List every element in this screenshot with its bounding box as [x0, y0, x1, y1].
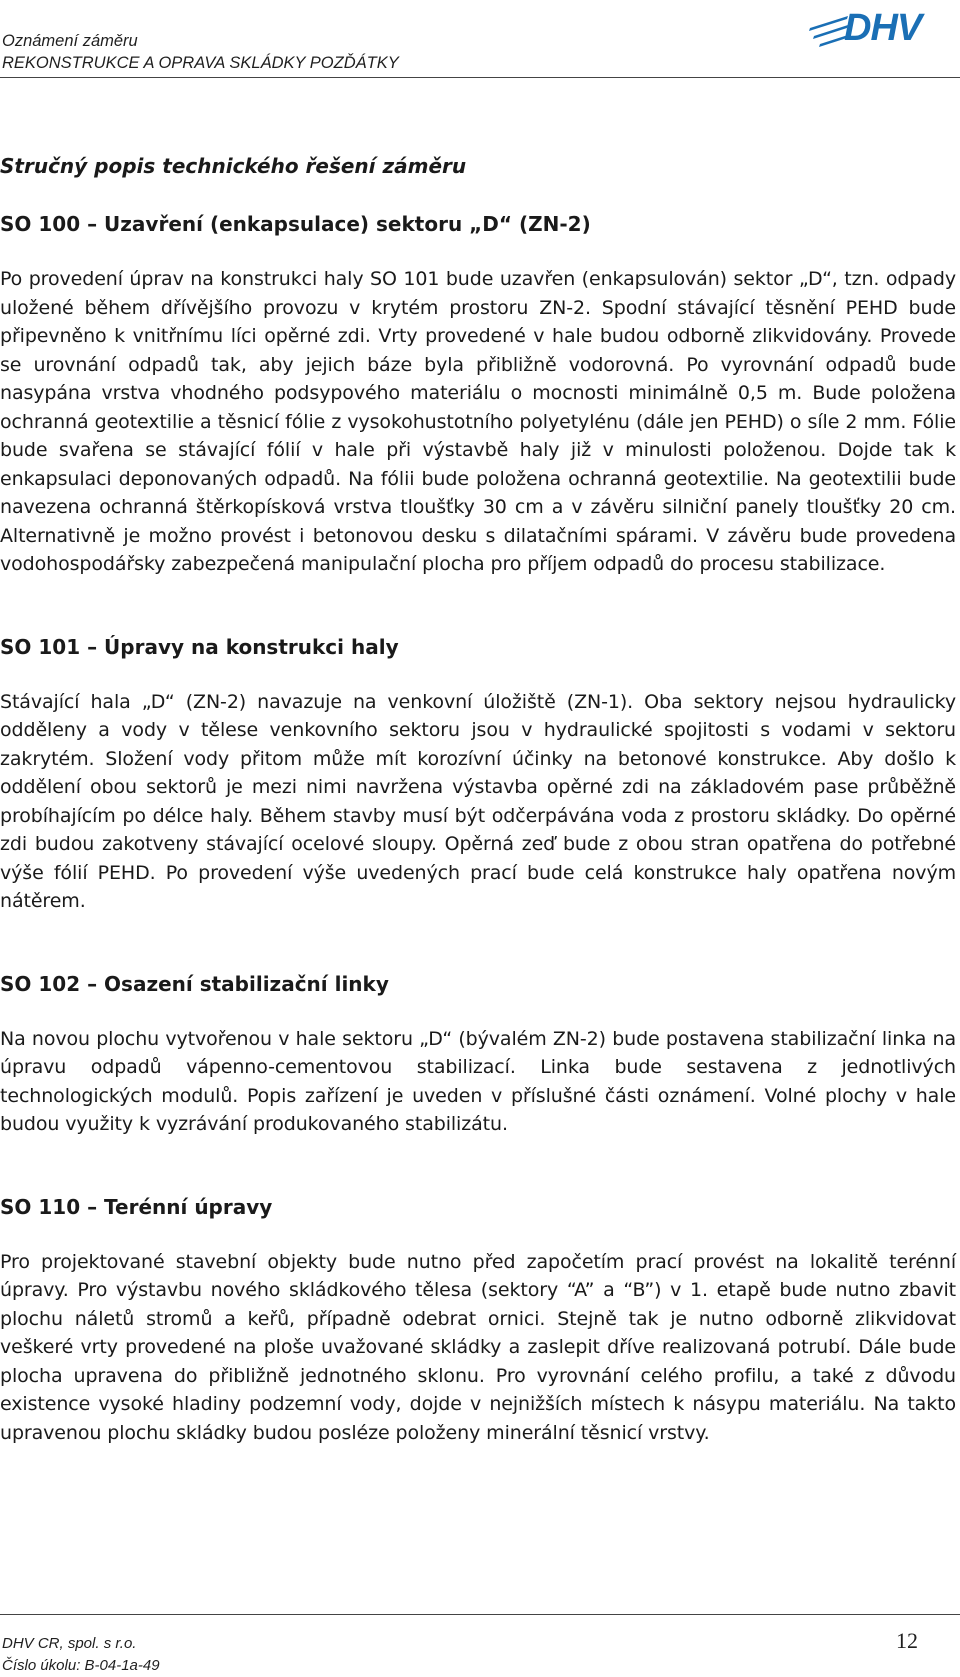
- footer-task-number: Číslo úkolu: B-04-1a-49: [2, 1657, 160, 1674]
- section-paragraph: Stávající hala „D“ (ZN-2) navazuje na venkovní úložiště (ZN-1). Oba sektory nejsou hydraulicky odděleny a vody v tělese venkovního sektoru jsou v hydraulické spojitosti s vodami v sektoru zakrytém. Složení vody přitom může mít korozívní účinky na betonové konstrukce. Aby došlo k oddělení obou sektorů je mezi nimi navržena výstavba opěrné zdi na základovém pase průběžně probíhajícím po délce haly. Během stavby musí být odčerpávána voda z prostoru skládky. Do opěrné zdi budou zakotveny stávající ocelové sloupy. Opěrná zeď bude z obou stran opatřena do potřebné výše fólií PEHD. Po provedení výše uvedených prací bude celá konstrukce haly opatřena novým nátěrem.: [0, 690, 956, 912]
- section-so-101: [0, 633, 956, 916]
- section-so-100: [0, 210, 956, 579]
- section-paragraph: Po provedení úprav na konstrukci haly SO 101 bude uzavřen (enkapsulován) sektor „D“, tzn. odpady uložené během dřívějšího provozu v krytém prostoru ZN-2. Spodní stávající těsnění PEHD bude připevněno k vnitřnímu líci opěrné zdi. Vrty provedené v hale budou odborně zlikvidovány. Provede se urovnání odpadů tak, aby jejich báze byla přibližně vodorovná. Po vyrovnání odpadů bude nasypána vrstva vhodného podsypového materiálu o mocnosti minimálně 0,5 m. Bude položena ochranná geotextilie a těsnicí fólie z vysokohustotního polyetylénu (dále jen PEHD) o síle 2 mm. Fólie bude svařena se stávající fólií v hale při výstavbě haly již v minulosti položenou. Dojde tak k enkapsulaci deponovaných odpadů. Na fólii bude položena ochranná geotextilie. Na geotextilii bude navezena ochranná štěrkopísková vrstva tloušťky 30 cm a v závěru silniční panely tloušťky 20 cm. Alternativně je možno provést i betonovou desku s dilatačními spárami. V závěru bude provedena vodohospodářsky zabezpečená manipulační plocha pro příjem odpadů do procesu stabilizace.: [0, 268, 956, 575]
- footer-text: [2, 1633, 160, 1677]
- footer-divider: [0, 1614, 960, 1615]
- document-body: [0, 152, 956, 1447]
- header-project-name: REKONSTRUKCE A OPRAVA SKLÁDKY POZĎÁTKY: [2, 54, 399, 72]
- header-text: [2, 30, 399, 74]
- dhv-logo: [808, 2, 950, 50]
- page-number: 12: [896, 1628, 918, 1653]
- footer-company: DHV CR, spol. s r.o.: [2, 1635, 137, 1652]
- header-divider: [0, 77, 960, 78]
- section-paragraph: Pro projektované stavební objekty bude nutno před započetím prací provést na lokalitě terénní úpravy. Pro výstavbu nového skládkového tělesa (sektory “A” a “B”) v 1. etapě bude nutno zbavit plochu náletů stromů a keřů, případně odebrat ornici. Stejně tak je nutno odborně zlikvidovat veškeré vrty provedené na ploše uvažované skládky a zaslepit dříve realizovaná potrubí. Dále bude plocha upravena do přibližně jednotného sklonu. Pro vyrovnání celého profilu, a také z důvodu existence vysoké hladiny podzemní vody, dojde v nejnižších místech k násypu materiálu. Na takto upravenou plochu skládky budou posléze položeny minerální těsnicí vrstvy.: [0, 1250, 956, 1444]
- section-heading: SO 101 – Úpravy na konstrukci haly: [0, 634, 399, 659]
- section-paragraph: Na novou plochu vytvořenou v hale sektoru „D“ (bývalém ZN-2) bude postavena stabilizační linka na úpravu odpadů vápenno-cementovou stabilizací. Linka bude sestavena z jednotlivých technologických modulů. Popis zařízení je uveden v příslušné části oznámení. Volné plochy v hale budou využity k vyzrávání produkovaného stabilizátu.: [0, 1027, 956, 1135]
- header-doc-type: Oznámení záměru: [2, 32, 138, 50]
- section-heading: SO 102 – Osazení stabilizační linky: [0, 971, 389, 996]
- section-heading: SO 110 – Terénní úpravy: [0, 1194, 273, 1219]
- section-heading: SO 100 – Uzavření (enkapsulace) sektoru „D“ (ZN-2): [0, 212, 591, 236]
- page-footer: [0, 1614, 960, 1674]
- page-header: [0, 0, 960, 80]
- section-so-110: [0, 1193, 956, 1448]
- document-title: Stručný popis technického řešení záměru: [0, 154, 467, 178]
- logo-text: DHV: [844, 7, 922, 49]
- section-so-102: [0, 970, 956, 1139]
